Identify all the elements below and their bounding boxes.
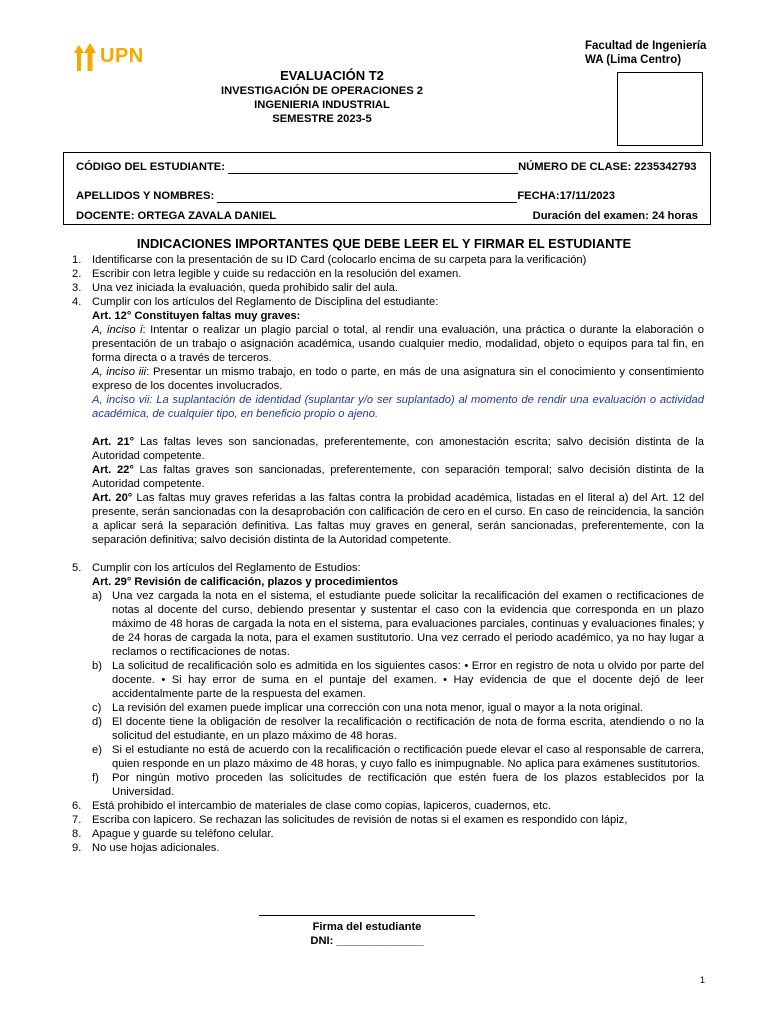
logo-text: UPN <box>100 45 144 67</box>
student-info-box <box>63 152 711 225</box>
art12-inciso-iii: A, inciso iii: Presentar un mismo trabajo, en todo o parte, en más de una asignatura sin el conocimiento y consentimiento expreso de los docentes involucrados. <box>92 366 704 392</box>
art29-item-c: c) La revisión del examen puede implicar una corrección con una nota menor, igual o mayor a la nota original. <box>92 702 644 714</box>
exam-date: FECHA:17/11/2023 <box>517 190 615 202</box>
art21: Art. 21° Las faltas leves son sancionadas, preferentemente, con amonestación escrita; salvo decisión distinta de la Autoridad competente. <box>92 436 705 462</box>
signature-line[interactable] <box>259 915 475 916</box>
list-item: 6. Está prohibido el intercambio de materiales de clase como copias, lapiceros, cuadernos, etc. <box>72 800 551 812</box>
art29-item-f: f) Por ningún motivo proceden las solicitudes de rectificación que estén fuera de los plazos establecidos por la Universidad. <box>92 772 704 798</box>
list-item: 1. Identificarse con la presentación de su ID Card (colocarlo encima de su carpeta para la verificación) <box>72 254 587 266</box>
art12-title: Art. 12° Constituyen faltas muy graves: <box>92 310 301 322</box>
class-number: NÚMERO DE CLASE: 2235342793 <box>518 161 697 173</box>
faculty-name: Facultad de Ingeniería <box>585 40 707 52</box>
art12-block <box>72 309 704 547</box>
art29-title: Art. 29° Revisión de calificación, plazos y procedimientos <box>92 576 399 588</box>
list-item: 4. Cumplir con los artículos del Reglamento de Disciplina del estudiante: <box>72 296 439 308</box>
art29-item-d: d) El docente tiene la obligación de resolver la recalificación o rectificación de nota de forma escrita, atendiendo o no la solicitud del estudiante, en un plazo máximo de 48 horas. <box>92 716 704 742</box>
exam-duration: Duración del examen: 24 horas <box>532 210 698 222</box>
names-field[interactable] <box>217 191 517 203</box>
exam-title: EVALUACIÓN T2 <box>280 68 384 83</box>
teacher-name: DOCENTE: ORTEGA ZAVALA DANIEL <box>76 210 277 222</box>
signature-block <box>0 906 768 948</box>
list-item: 3. Una vez iniciada la evaluación, queda prohibido salir del aula. <box>72 282 398 294</box>
list-item: 8. Apague y guarde su teléfono celular. <box>72 828 274 840</box>
list-item: 9. No use hojas adicionales. <box>72 842 220 854</box>
info-row-code <box>76 160 698 174</box>
faculty-block <box>585 39 706 67</box>
student-code-field[interactable] <box>228 162 518 174</box>
semester: SEMESTRE 2023-5 <box>272 113 372 125</box>
art20: Art. 20° Las faltas muy graves referidas a las faltas contra la probidad académica, listadas en el literal a) del Art. 12 del presente, serán sancionadas con la desaprobación con calificación de cero en el curso. En caso de reincidencia, la sanción a aplicar será la separación definitiva. Las faltas muy graves en general, serán sancionadas, preferentemente, con la separación definitiva; salvo decisión distinta de la Autoridad competente. <box>92 492 704 546</box>
list-item: 7. Escriba con lapicero. Se rechazan las solicitudes de revisión de notas si el examen es respondido con lápiz, <box>72 814 628 826</box>
art29-item-a: a) Una vez cargada la nota en el sistema, el estudiante puede solicitar la recalificación del examen o rectificaciones de notas al docente del curso, debiendo presentar y sustentar el caso con la evidencia que corresponda en un plazo máximo de 48 horas de cargada la nota en el sistema, para evaluaciones parciales, continuas y evaluaciones finales; y de 24 horas de cargada la nota, para el examen sustitutorio. Una vez cerrado el periodo académico, ya no hay lugar a reclamos o rectificaciones de notas. <box>92 590 704 658</box>
art12-inciso-i: A, inciso i: Intentar o realizar un plagio parcial o total, al rendir una evaluación, una práctica o durante la elaboración o presentación de un trabajo o asignación académica, usando cualquier medio, modalidad, objeto o equipos para tal fin, en forma directa o a través de terceros. <box>92 324 705 364</box>
art22: Art. 22° Las faltas graves son sancionadas, preferentemente, con separación temporal; salvo decisión distinta de la Autoridad competente. <box>92 464 705 490</box>
info-row-teacher <box>76 209 698 223</box>
signature-label: Firma del estudiante <box>312 921 422 933</box>
art29-item-e: e) Si el estudiante no está de acuerdo con la recalificación o rectificación puede elevar el caso al responsable de carrera, quien responde en un plazo máximo de 48 horas, y cuyo fallo es inimpugnable. No aplica para exámenes sustitutorios. <box>92 744 704 770</box>
section-title: INDICACIONES IMPORTANTES QUE DEBE LEER EL Y FIRMAR EL ESTUDIANTE <box>136 236 632 251</box>
info-row-names <box>76 189 698 203</box>
list-item: 5. Cumplir con los artículos del Reglamento de Estudios: <box>72 562 361 574</box>
dni-field[interactable]: DNI: ______________ <box>310 935 424 947</box>
list-item: 2. Escribir con letra legible y cuide su redacción en la resolución del examen. <box>72 268 462 280</box>
art12-inciso-vii: A, inciso vii: La suplantación de identidad (suplantar y/o ser suplantado) al momento de rendir una evaluación o actividad académica, de cualquier tipo, en beneficio propio o ajeno. <box>92 394 704 420</box>
names-label: APELLIDOS Y NOMBRES: <box>76 190 215 202</box>
art29-item-b: b) La solicitud de recalificación solo es admitida en los siguientes casos: • Error en registro de nota u olvido por parte del docente. • Si hay error de suma en el puntaje del examen. • Hay evidencia de que el docente dejó de leer accidentalmente parte de la respuesta del examen. <box>92 660 704 700</box>
campus-name: WA (Lima Centro) <box>585 54 682 66</box>
career-name: INGENIERIA INDUSTRIAL <box>254 99 390 111</box>
course-name: INVESTIGACIÓN DE OPERACIONES 2 <box>220 85 424 97</box>
instructions <box>72 253 704 855</box>
page-number: 1 <box>700 975 706 985</box>
student-code-label: CÓDIGO DEL ESTUDIANTE: <box>76 161 225 173</box>
exam-header <box>0 68 768 126</box>
